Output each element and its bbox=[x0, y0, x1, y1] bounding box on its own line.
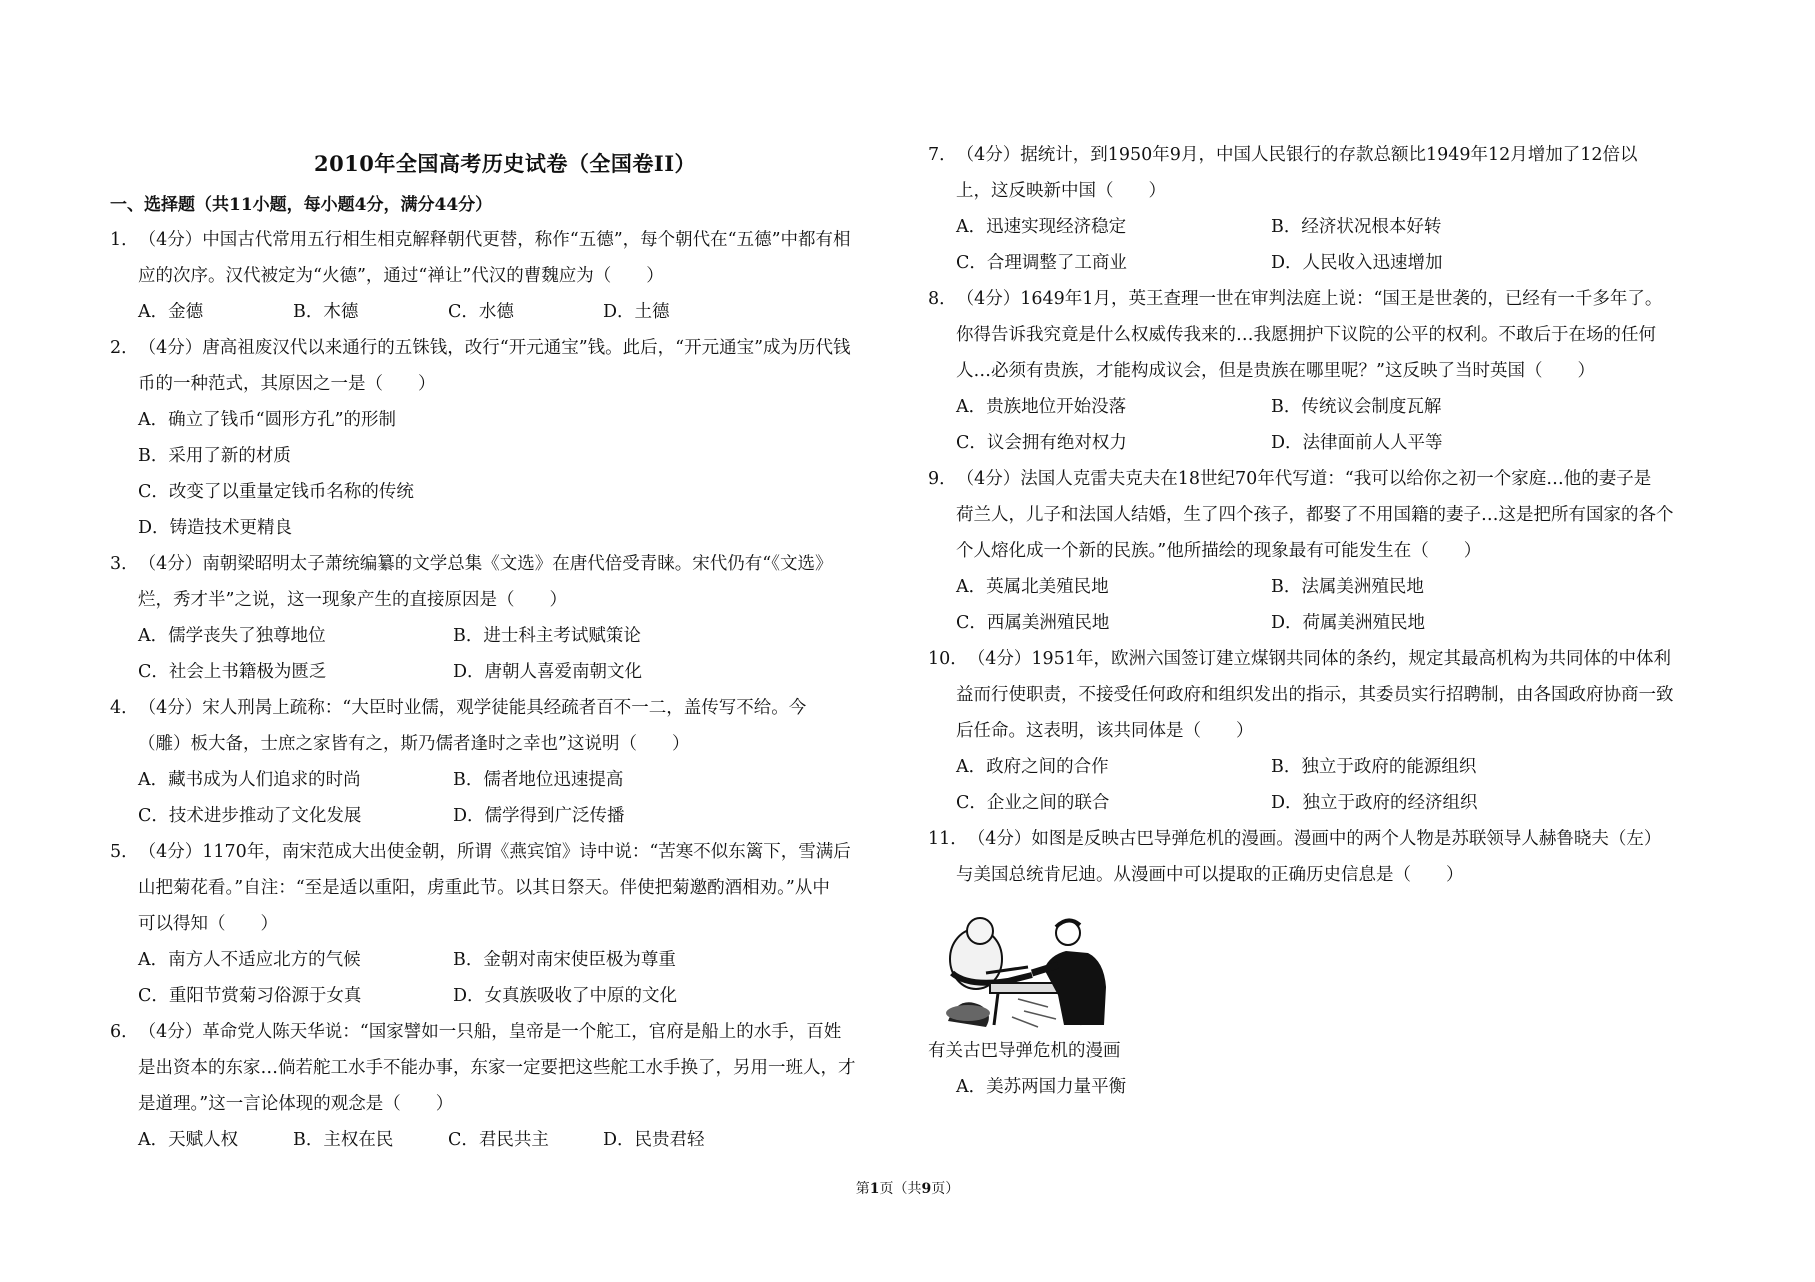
section-heading: 一、选择题（共11小题，每小题4分，满分44分） bbox=[110, 195, 493, 215]
figure-caption: 有关古巴导弹危机的漫画 bbox=[928, 1041, 1121, 1061]
option-d: D．儒学得到广泛传播 bbox=[453, 806, 625, 826]
footer-prefix: 第 bbox=[855, 1181, 870, 1197]
option-c: C．合理调整了工商业 bbox=[956, 253, 1127, 273]
question-6 bbox=[110, 1014, 900, 1158]
question-text-line: 上，这反映新中国（ ） bbox=[956, 181, 1166, 201]
question-text-line: 山把菊花看。”自注：“至是适以重阳，虏重此节。以其日祭天。伴使把菊邀酌酒相劝。”从中 bbox=[138, 878, 830, 898]
answer-options bbox=[110, 402, 900, 546]
question-2 bbox=[110, 330, 900, 546]
question-text-line: 是道理。”这一言论体现的观念是（ ） bbox=[138, 1094, 454, 1114]
option-b: B．经济状况根本好转 bbox=[1271, 217, 1442, 237]
option-c: C．社会上书籍极为匮乏 bbox=[138, 662, 327, 682]
option-d: D．法律面前人人平等 bbox=[1271, 433, 1443, 453]
cuban-missile-cartoon-image bbox=[928, 903, 1128, 1033]
question-number: 8． bbox=[928, 289, 957, 309]
question-text-line: （4分）1649年1月，英王查理一世在审判法庭上说：“国王是世袭的，已经有一千多年了。 bbox=[956, 289, 1663, 309]
option-b: B．采用了新的材质 bbox=[138, 446, 291, 466]
answer-options bbox=[928, 1069, 1718, 1105]
question-text-line: 后任命。这表明，该共同体是（ ） bbox=[956, 721, 1254, 741]
right-column bbox=[928, 137, 1718, 1105]
footer-total-pages: 9 bbox=[921, 1181, 932, 1197]
option-a: A．英属北美殖民地 bbox=[956, 577, 1109, 597]
answer-options bbox=[928, 389, 1718, 461]
option-b: B．金朝对南宋使臣极为尊重 bbox=[453, 950, 676, 970]
question-number: 7． bbox=[928, 145, 957, 165]
question-score: （4分） bbox=[138, 842, 203, 862]
option-a: A．迅速实现经济稳定 bbox=[956, 217, 1127, 237]
question-4 bbox=[110, 690, 900, 834]
option-d: D．人民收入迅速增加 bbox=[1271, 253, 1443, 273]
option-a: A．美苏两国力量平衡 bbox=[956, 1077, 1127, 1097]
option-c: C．西属美洲殖民地 bbox=[956, 613, 1110, 633]
question-10 bbox=[928, 641, 1718, 821]
option-a: A．藏书成为人们追求的时尚 bbox=[138, 770, 361, 790]
answer-options bbox=[928, 569, 1718, 641]
option-b: B．法属美洲殖民地 bbox=[1271, 577, 1424, 597]
question-8 bbox=[928, 281, 1718, 461]
option-a: A．金德 bbox=[138, 302, 204, 322]
question-text-line: （4分）1951年，欧洲六国签订建立煤钢共同体的条约，规定其最高机构为共同体的中体利 bbox=[967, 649, 1671, 669]
answer-options bbox=[110, 942, 900, 1014]
option-d: D．荷属美洲殖民地 bbox=[1271, 613, 1426, 633]
question-text-line: 益而行使职责，不接受任何政府和组织发出的指示，其委员实行招聘制，由各国政府协商一致 bbox=[956, 685, 1674, 705]
footer-middle: 页（共 bbox=[879, 1181, 922, 1197]
answer-options bbox=[928, 749, 1718, 821]
question-text-line: （4分）宋人刑昺上疏称：“大臣时业儒，观学徒能具经疏者百不一二，盖传写不给。今 bbox=[138, 698, 807, 718]
question-text-line: （4分）南朝梁昭明太子萧统编纂的文学总集《文选》在唐代倍受青睐。宋代仍有“《文选》 bbox=[138, 554, 833, 574]
option-b: B．儒者地位迅速提高 bbox=[453, 770, 624, 790]
left-column bbox=[110, 222, 900, 1158]
question-text-line: （雕）板大备，士庶之家皆有之，斯乃儒者逢时之幸也”这说明（ ） bbox=[138, 734, 690, 754]
question-text-line: 烂，秀才半”之说，这一现象产生的直接原因是（ ） bbox=[138, 590, 567, 610]
answer-options bbox=[110, 762, 900, 834]
question-number: 1． bbox=[110, 230, 139, 250]
question-text-line: 1170年，南宋范成大出使金朝，所谓《燕宾馆》诗中说：“苦寒不似东篱下，雪满后 bbox=[202, 842, 851, 862]
cartoon-figure bbox=[928, 903, 1718, 1069]
question-number: 9． bbox=[928, 469, 957, 489]
option-c: C．议会拥有绝对权力 bbox=[956, 433, 1127, 453]
question-text-line: （4分）法国人克雷夫克夫在18世纪70年代写道：“我可以给你之初一个家庭…他的妻子是 bbox=[956, 469, 1652, 489]
option-c: C．改变了以重量定钱币名称的传统 bbox=[138, 482, 414, 502]
option-b: B．进士科主考试赋策论 bbox=[453, 626, 641, 646]
question-text-line: （4分）革命党人陈天华说：“国家譬如一只船，皇帝是一个舵工，官府是船上的水手，百姓 bbox=[138, 1022, 842, 1042]
page-title: 2010年全国高考历史试卷（全国卷II） bbox=[313, 151, 697, 176]
option-c: C．重阳节赏菊习俗源于女真 bbox=[138, 986, 362, 1006]
answer-options bbox=[110, 1122, 900, 1158]
answer-options bbox=[110, 618, 900, 690]
answer-options bbox=[928, 209, 1718, 281]
footer-suffix: 页） bbox=[931, 1181, 960, 1197]
option-d: D．民贵君轻 bbox=[603, 1130, 705, 1150]
option-c: C．技术进步推动了文化发展 bbox=[138, 806, 362, 826]
option-c: C．君民共主 bbox=[448, 1130, 549, 1150]
option-c: C．企业之间的联合 bbox=[956, 793, 1110, 813]
option-d: D．独立于政府的经济组织 bbox=[1271, 793, 1478, 813]
option-a: A．贵族地位开始没落 bbox=[956, 397, 1127, 417]
option-d: D．土德 bbox=[603, 302, 670, 322]
question-text-line: 个人熔化成一个新的民族。”他所描绘的现象最有可能发生在（ ） bbox=[956, 541, 1482, 561]
question-7 bbox=[928, 137, 1718, 281]
question-text-line: 是出资本的东家…倘若舵工水手不能办事，东家一定要把这些舵工水手换了，另用一班人，才 bbox=[138, 1058, 856, 1078]
question-text-line: （4分）据统计，到1950年9月，中国人民银行的存款总额比1949年12月增加了12倍以 bbox=[956, 145, 1638, 165]
question-text-line: 荷兰人，儿子和法国人结婚，生了四个孩子，都娶了不用国籍的妻子…这是把所有国家的各个 bbox=[956, 505, 1674, 525]
question-number: 10． bbox=[928, 649, 968, 669]
answer-options bbox=[110, 294, 900, 330]
question-text-line: 你得告诉我究竟是什么权威传我来的…我愿拥护下议院的公平的权利。不敢后于在场的任何 bbox=[956, 325, 1656, 345]
option-a: A．政府之间的合作 bbox=[956, 757, 1109, 777]
question-text-line: 与美国总统肯尼迪。从漫画中可以提取的正确历史信息是（ ） bbox=[956, 865, 1464, 885]
option-d: D．铸造技术更精良 bbox=[138, 518, 293, 538]
option-b: B．主权在民 bbox=[293, 1130, 394, 1150]
page-footer bbox=[0, 1178, 1815, 1198]
question-number: 11． bbox=[928, 829, 968, 849]
option-d: D．女真族吸收了中原的文化 bbox=[453, 986, 678, 1006]
question-1 bbox=[110, 222, 900, 330]
question-text-line: （4分）中国古代常用五行相生相克解释朝代更替，称作“五德”，每个朝代在“五德”中都有相 bbox=[138, 230, 851, 250]
option-b: B．传统议会制度瓦解 bbox=[1271, 397, 1442, 417]
question-text-line: （4分）唐高祖废汉代以来通行的五铢钱，改行“开元通宝”钱。此后，“开元通宝”成为历代钱 bbox=[138, 338, 851, 358]
option-d: D．唐朝人喜爱南朝文化 bbox=[453, 662, 643, 682]
question-text-line: 应的次序。汉代被定为“火德”，通过“禅让”代汉的曹魏应为（ ） bbox=[138, 266, 664, 286]
footer-page-number: 1 bbox=[869, 1181, 880, 1197]
question-text-line: （4分）如图是反映古巴导弹危机的漫画。漫画中的两个人物是苏联领导人赫鲁晓夫（左） bbox=[967, 829, 1662, 849]
option-a: A．南方人不适应北方的气候 bbox=[138, 950, 361, 970]
question-text-line: 人…必须有贵族，才能构成议会，但是贵族在哪里呢？”这反映了当时英国（ ） bbox=[956, 361, 1595, 381]
question-number: 3． bbox=[110, 554, 139, 574]
question-text-line: 币的一种范式，其原因之一是（ ） bbox=[138, 374, 436, 394]
question-3 bbox=[110, 546, 900, 690]
question-9 bbox=[928, 461, 1718, 641]
question-text-line: 可以得知（ ） bbox=[138, 914, 278, 934]
option-b: B．独立于政府的能源组织 bbox=[1271, 757, 1477, 777]
question-number: 5． bbox=[110, 842, 139, 862]
option-c: C．水德 bbox=[448, 302, 514, 322]
option-a: A．天赋人权 bbox=[138, 1130, 239, 1150]
question-number: 2． bbox=[110, 338, 139, 358]
question-5 bbox=[110, 834, 900, 1014]
question-number: 4． bbox=[110, 698, 139, 718]
option-a: A．儒学丧失了独尊地位 bbox=[138, 626, 326, 646]
question-11 bbox=[928, 821, 1718, 1105]
question-number: 6． bbox=[110, 1022, 139, 1042]
option-a: A．确立了钱币“圆形方孔”的形制 bbox=[138, 410, 397, 430]
option-b: B．木德 bbox=[293, 302, 359, 322]
